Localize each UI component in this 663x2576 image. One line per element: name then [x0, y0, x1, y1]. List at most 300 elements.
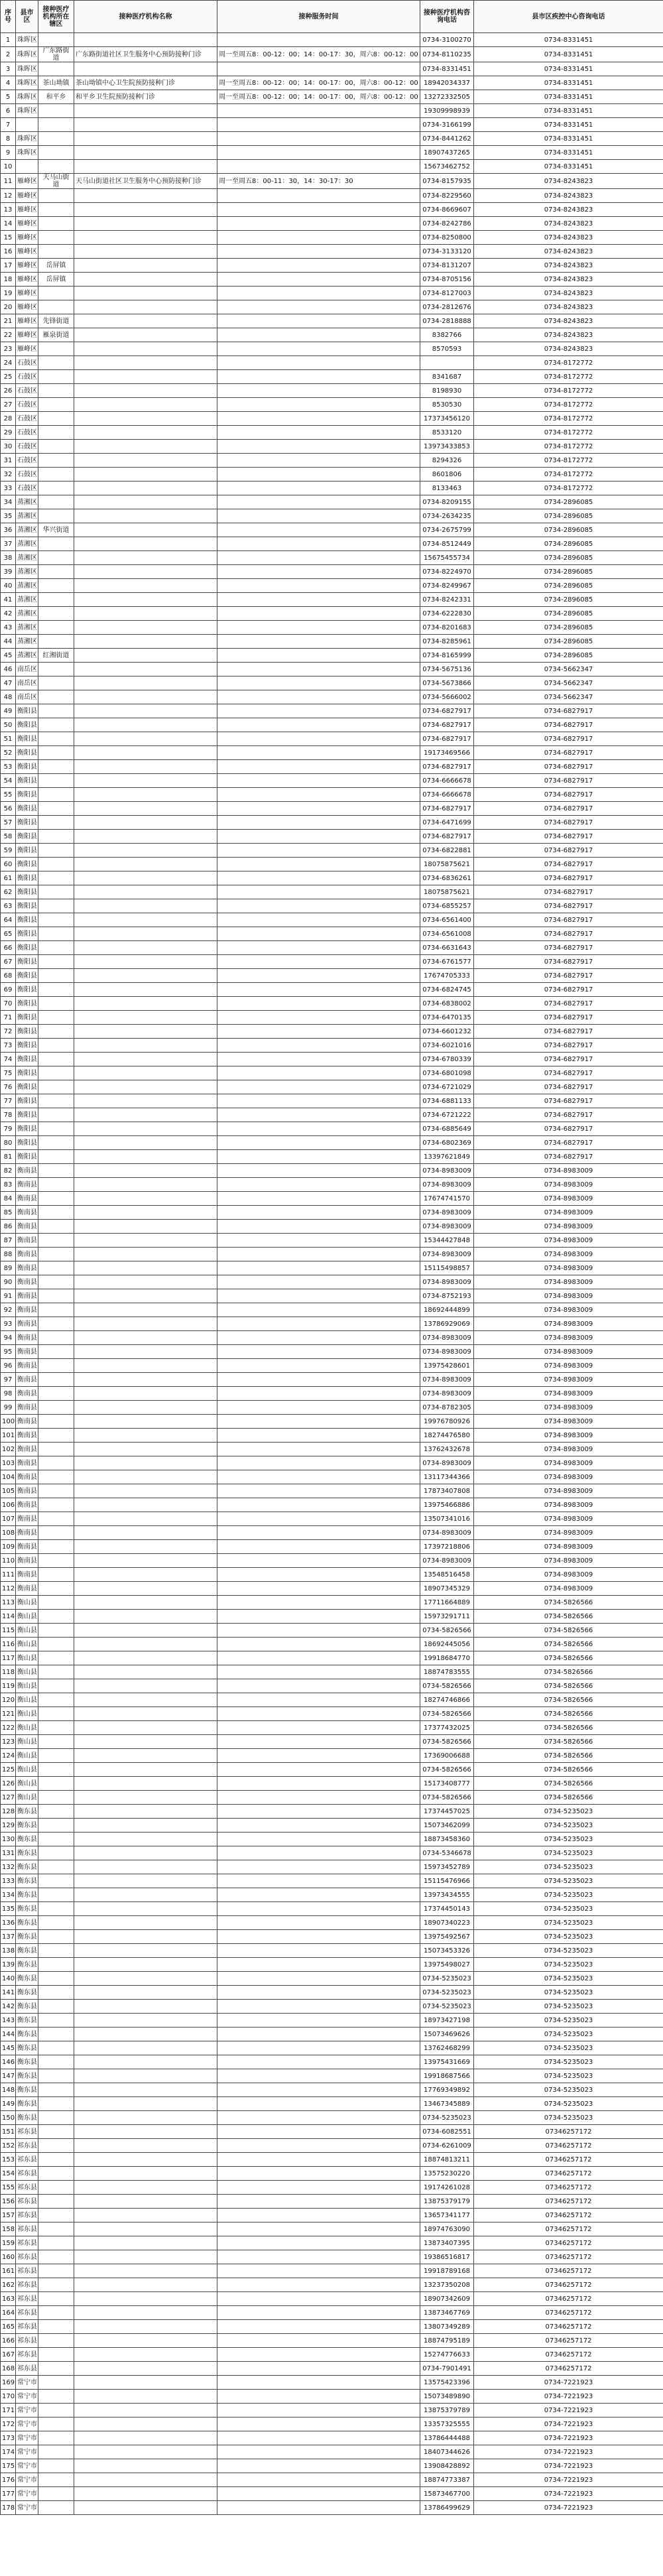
row-service-hours	[217, 858, 420, 871]
row-clinic-name	[74, 2055, 217, 2069]
row-index: 115	[1, 1624, 16, 1638]
row-district: 常宁市	[16, 2501, 38, 2515]
row-clinic-name	[74, 1610, 217, 1624]
row-district: 祁东县	[16, 2167, 38, 2181]
row-district: 衡山县	[16, 1638, 38, 1651]
row-clinic-phone: 18874783555	[420, 1665, 474, 1679]
row-district: 祁东县	[16, 2195, 38, 2209]
row-clinic-phone: 0734-6222830	[420, 607, 474, 621]
row-cdc-phone: 0734-8243823	[474, 342, 663, 356]
row-index: 100	[1, 1415, 16, 1429]
row-clinic-phone: 0734-6721029	[420, 1080, 474, 1094]
row-district: 祁东县	[16, 2181, 38, 2195]
row-district: 衡东县	[16, 2028, 38, 2041]
row-service-hours	[217, 1958, 420, 1972]
row-town	[38, 1638, 74, 1651]
row-district: 衡阳县	[16, 941, 38, 955]
row-town	[38, 440, 74, 454]
row-town	[38, 2055, 74, 2069]
row-clinic-phone: 0734-8705156	[420, 273, 474, 287]
row-service-hours	[217, 1178, 420, 1192]
row-service-hours	[217, 468, 420, 482]
row-district: 珠晖区	[16, 90, 38, 104]
row-service-hours	[217, 1665, 420, 1679]
row-district: 南岳区	[16, 663, 38, 676]
row-cdc-phone: 0734-8243823	[474, 328, 663, 342]
row-town	[38, 1833, 74, 1846]
row-district: 衡阳县	[16, 1039, 38, 1053]
row-service-hours	[217, 440, 420, 454]
row-service-hours	[217, 690, 420, 704]
row-index: 43	[1, 621, 16, 635]
row-district: 衡山县	[16, 1721, 38, 1735]
row-cdc-phone: 0734-8172772	[474, 482, 663, 495]
row-service-hours	[217, 2222, 420, 2236]
row-clinic-phone: 19309998939	[420, 104, 474, 118]
row-clinic-name	[74, 440, 217, 454]
table-row	[1, 2028, 663, 2041]
row-town	[38, 1651, 74, 1665]
row-cdc-phone: 0734-6827917	[474, 969, 663, 983]
row-clinic-name	[74, 2014, 217, 2028]
row-town	[38, 2320, 74, 2334]
row-clinic-phone: 17674741570	[420, 1192, 474, 1206]
row-clinic-phone: 17374457025	[420, 1805, 474, 1819]
row-service-hours	[217, 1094, 420, 1108]
row-service-hours	[217, 2139, 420, 2153]
row-index: 85	[1, 1206, 16, 1220]
row-district: 雁峰区	[16, 273, 38, 287]
row-service-hours	[217, 1679, 420, 1693]
row-district: 蒸湘区	[16, 537, 38, 551]
table-row	[1, 2501, 663, 2515]
row-index: 15	[1, 231, 16, 245]
header-index: 序号	[1, 1, 16, 33]
row-index: 101	[1, 1429, 16, 1443]
row-service-hours	[217, 1206, 420, 1220]
row-index: 49	[1, 704, 16, 718]
row-district: 衡阳县	[16, 1025, 38, 1039]
row-town	[38, 245, 74, 259]
table-row	[1, 676, 663, 690]
table-row	[1, 1345, 663, 1359]
table-row	[1, 1456, 663, 1470]
row-district: 衡南县	[16, 1261, 38, 1275]
row-town	[38, 2250, 74, 2264]
row-index: 7	[1, 118, 16, 132]
row-service-hours	[217, 2069, 420, 2083]
row-service-hours	[217, 1039, 420, 1053]
row-cdc-phone: 07346257172	[474, 2125, 663, 2139]
row-clinic-phone: 0734-8242331	[420, 593, 474, 607]
row-clinic-name	[74, 1456, 217, 1470]
row-index: 1	[1, 33, 16, 47]
row-clinic-phone: 0734-5826566	[420, 1735, 474, 1749]
row-town	[38, 1846, 74, 1860]
row-index: 34	[1, 495, 16, 509]
table-row	[1, 1373, 663, 1387]
row-index: 32	[1, 468, 16, 482]
table-row	[1, 2445, 663, 2459]
table-row	[1, 1053, 663, 1066]
row-cdc-phone: 0734-6827917	[474, 1039, 663, 1053]
row-clinic-name	[74, 1972, 217, 1986]
row-clinic-name	[74, 1693, 217, 1707]
row-town	[38, 160, 74, 174]
row-district: 衡山县	[16, 1679, 38, 1693]
row-town: 华兴街道	[38, 523, 74, 537]
row-town	[38, 2041, 74, 2055]
table-row	[1, 1638, 663, 1651]
row-clinic-phone: 0734-6601232	[420, 1025, 474, 1039]
row-district: 衡山县	[16, 1777, 38, 1791]
row-town	[38, 788, 74, 802]
row-clinic-name	[74, 1958, 217, 1972]
row-town	[38, 2167, 74, 2181]
row-clinic-name	[74, 1359, 217, 1373]
row-district: 衡山县	[16, 1735, 38, 1749]
table-row	[1, 663, 663, 676]
row-clinic-phone: 17374450143	[420, 1902, 474, 1916]
row-clinic-name	[74, 2195, 217, 2209]
row-clinic-phone: 0734-6780339	[420, 1053, 474, 1066]
row-index: 23	[1, 342, 16, 356]
row-district: 石鼓区	[16, 440, 38, 454]
row-clinic-name	[74, 2292, 217, 2306]
row-service-hours	[217, 885, 420, 899]
row-clinic-phone: 18692444899	[420, 1303, 474, 1317]
row-clinic-name	[74, 830, 217, 844]
row-clinic-phone: 13975492567	[420, 1930, 474, 1944]
row-clinic-phone: 0734-8249967	[420, 579, 474, 593]
row-service-hours	[217, 2167, 420, 2181]
row-index: 163	[1, 2292, 16, 2306]
row-service-hours	[217, 927, 420, 941]
table-row	[1, 2278, 663, 2292]
row-clinic-phone: 0734-8983009	[420, 1345, 474, 1359]
row-index: 125	[1, 1763, 16, 1777]
row-cdc-phone: 0734-5235023	[474, 1902, 663, 1916]
row-cdc-phone: 0734-8983009	[474, 1192, 663, 1206]
row-service-hours	[217, 1401, 420, 1415]
table-row	[1, 440, 663, 454]
row-cdc-phone: 0734-8983009	[474, 1415, 663, 1429]
row-index: 144	[1, 2028, 16, 2041]
row-cdc-phone: 0734-6827917	[474, 885, 663, 899]
table-row	[1, 1568, 663, 1582]
row-cdc-phone: 0734-5826566	[474, 1679, 663, 1693]
row-district: 珠晖区	[16, 47, 38, 62]
row-clinic-name	[74, 844, 217, 858]
row-clinic-phone: 0734-3166199	[420, 118, 474, 132]
row-clinic-name	[74, 384, 217, 398]
row-district: 衡南县	[16, 1540, 38, 1554]
row-town	[38, 2000, 74, 2014]
row-cdc-phone: 0734-8331451	[474, 118, 663, 132]
row-town	[38, 2473, 74, 2487]
row-index: 152	[1, 2139, 16, 2153]
table-row	[1, 1846, 663, 1860]
row-index: 91	[1, 1289, 16, 1303]
row-town	[38, 454, 74, 468]
table-row	[1, 245, 663, 259]
row-index: 12	[1, 189, 16, 203]
row-clinic-name	[74, 314, 217, 328]
row-index: 77	[1, 1094, 16, 1108]
row-index: 105	[1, 1484, 16, 1498]
row-clinic-phone: 0734-2634235	[420, 509, 474, 523]
row-district: 祁东县	[16, 2334, 38, 2348]
row-clinic-phone: 17711664889	[420, 1596, 474, 1610]
row-clinic-name	[74, 412, 217, 426]
row-index: 160	[1, 2250, 16, 2264]
table-row	[1, 941, 663, 955]
row-cdc-phone: 0734-5826566	[474, 1610, 663, 1624]
row-district: 衡阳县	[16, 997, 38, 1011]
row-town	[38, 2028, 74, 2041]
row-town	[38, 1902, 74, 1916]
row-town	[38, 2083, 74, 2097]
row-index: 37	[1, 537, 16, 551]
row-clinic-name	[74, 1749, 217, 1763]
row-district: 石鼓区	[16, 412, 38, 426]
row-service-hours	[217, 2348, 420, 2362]
row-cdc-phone: 07346257172	[474, 2264, 663, 2278]
row-clinic-name	[74, 1554, 217, 1568]
row-district: 衡东县	[16, 1944, 38, 1958]
row-index: 68	[1, 969, 16, 983]
table-row	[1, 174, 663, 189]
row-cdc-phone: 0734-2896085	[474, 635, 663, 649]
row-district: 衡阳县	[16, 718, 38, 732]
row-district: 衡南县	[16, 1387, 38, 1401]
table-row	[1, 983, 663, 997]
row-service-hours	[217, 1819, 420, 1833]
row-district: 衡东县	[16, 1888, 38, 1902]
table-row	[1, 1289, 663, 1303]
table-row	[1, 2306, 663, 2320]
table-row	[1, 1958, 663, 1972]
row-service-hours	[217, 62, 420, 76]
row-index: 67	[1, 955, 16, 969]
row-town	[38, 2376, 74, 2390]
table-row	[1, 2404, 663, 2417]
row-town	[38, 1624, 74, 1638]
row-service-hours	[217, 2000, 420, 2014]
row-service-hours	[217, 118, 420, 132]
row-service-hours	[217, 1888, 420, 1902]
row-clinic-phone: 18974763090	[420, 2222, 474, 2236]
row-cdc-phone: 0734-8983009	[474, 1540, 663, 1554]
table-row	[1, 1930, 663, 1944]
table-row	[1, 1484, 663, 1498]
row-clinic-phone: 0734-5346678	[420, 1846, 474, 1860]
table-row	[1, 1122, 663, 1136]
row-cdc-phone: 0734-8983009	[474, 1206, 663, 1220]
row-index: 157	[1, 2209, 16, 2222]
row-town	[38, 2153, 74, 2167]
row-cdc-phone: 0734-6827917	[474, 1150, 663, 1164]
row-service-hours	[217, 1763, 420, 1777]
row-service-hours	[217, 830, 420, 844]
row-index: 131	[1, 1846, 16, 1860]
row-clinic-name: 茶山坳镇中心卫生院预防接种门诊	[74, 76, 217, 90]
row-clinic-name	[74, 1234, 217, 1248]
row-town	[38, 676, 74, 690]
row-service-hours	[217, 2417, 420, 2431]
row-town	[38, 1958, 74, 1972]
row-cdc-phone: 0734-5235023	[474, 1874, 663, 1888]
row-cdc-phone: 0734-8983009	[474, 1456, 663, 1470]
table-row	[1, 1763, 663, 1777]
row-cdc-phone: 0734-5235023	[474, 1888, 663, 1902]
row-service-hours: 周一至周五8：00-12：00；14：00-17：00，周六8：00-12：00	[217, 76, 420, 90]
row-clinic-name	[74, 983, 217, 997]
row-cdc-phone: 0734-6827917	[474, 997, 663, 1011]
row-clinic-name	[74, 2097, 217, 2111]
row-town	[38, 2111, 74, 2125]
row-clinic-phone: 13975431669	[420, 2055, 474, 2069]
row-district: 雁峰区	[16, 231, 38, 245]
row-service-hours	[217, 203, 420, 217]
row-clinic-name	[74, 593, 217, 607]
row-town	[38, 663, 74, 676]
row-town	[38, 1582, 74, 1596]
row-service-hours	[217, 2041, 420, 2055]
row-index: 21	[1, 314, 16, 328]
row-district: 衡东县	[16, 1902, 38, 1916]
row-cdc-phone: 0734-5235023	[474, 1860, 663, 1874]
table-row	[1, 858, 663, 871]
row-cdc-phone: 0734-8983009	[474, 1303, 663, 1317]
row-cdc-phone: 0734-5235023	[474, 2083, 663, 2097]
row-cdc-phone: 0734-2896085	[474, 551, 663, 565]
row-cdc-phone: 0734-5235023	[474, 1986, 663, 2000]
row-service-hours	[217, 1916, 420, 1930]
row-cdc-phone: 0734-6827917	[474, 1011, 663, 1025]
row-service-hours	[217, 1651, 420, 1665]
row-cdc-phone: 0734-5235023	[474, 2097, 663, 2111]
row-service-hours	[217, 1596, 420, 1610]
row-cdc-phone: 0734-8331451	[474, 90, 663, 104]
row-clinic-name	[74, 2250, 217, 2264]
row-clinic-phone: 0734-6801098	[420, 1066, 474, 1080]
row-clinic-name	[74, 2264, 217, 2278]
row-cdc-phone: 07346257172	[474, 2195, 663, 2209]
table-row	[1, 1540, 663, 1554]
row-index: 57	[1, 816, 16, 830]
row-town	[38, 1888, 74, 1902]
row-clinic-phone: 0734-6824745	[420, 983, 474, 997]
row-clinic-name	[74, 203, 217, 217]
table-row	[1, 1888, 663, 1902]
row-district: 蒸湘区	[16, 621, 38, 635]
row-clinic-phone: 0734-6561400	[420, 913, 474, 927]
header-clinic-phone: 接种医疗机构咨询电话	[420, 1, 474, 33]
row-town	[38, 509, 74, 523]
row-town	[38, 718, 74, 732]
table-row	[1, 2264, 663, 2278]
row-district: 祁东县	[16, 2348, 38, 2362]
row-index: 142	[1, 2000, 16, 2014]
row-clinic-name	[74, 342, 217, 356]
row-district: 衡南县	[16, 1317, 38, 1331]
row-clinic-name	[74, 2153, 217, 2167]
row-service-hours	[217, 217, 420, 231]
row-cdc-phone: 0734-5662347	[474, 663, 663, 676]
row-index: 103	[1, 1456, 16, 1470]
row-clinic-phone: 0734-8983009	[420, 1554, 474, 1568]
row-cdc-phone: 0734-8243823	[474, 189, 663, 203]
row-clinic-name	[74, 2417, 217, 2431]
table-row	[1, 1220, 663, 1234]
row-district: 衡东县	[16, 1846, 38, 1860]
table-row	[1, 1039, 663, 1053]
row-town: 雁泉街道	[38, 328, 74, 342]
row-cdc-phone: 0734-8243823	[474, 273, 663, 287]
row-town	[38, 1345, 74, 1359]
row-clinic-name: 天马山街道社区卫生服务中心预防接种门诊	[74, 174, 217, 189]
row-index: 51	[1, 732, 16, 746]
row-cdc-phone: 0734-8243823	[474, 203, 663, 217]
row-index: 79	[1, 1122, 16, 1136]
row-clinic-name	[74, 676, 217, 690]
row-town	[38, 1080, 74, 1094]
row-service-hours	[217, 1234, 420, 1248]
row-index: 95	[1, 1345, 16, 1359]
table-row	[1, 1679, 663, 1693]
row-cdc-phone: 07346257172	[474, 2320, 663, 2334]
row-clinic-phone: 8533120	[420, 426, 474, 440]
row-district: 衡阳县	[16, 1066, 38, 1080]
row-town	[38, 1248, 74, 1261]
row-clinic-phone: 0734-2675799	[420, 523, 474, 537]
table-row	[1, 2167, 663, 2181]
table-row	[1, 231, 663, 245]
row-town	[38, 1317, 74, 1331]
row-cdc-phone: 0734-7221923	[474, 2445, 663, 2459]
row-town	[38, 398, 74, 412]
row-district: 珠晖区	[16, 104, 38, 118]
row-town	[38, 621, 74, 635]
row-clinic-name	[74, 1721, 217, 1735]
row-cdc-phone: 0734-6827917	[474, 1136, 663, 1150]
row-district: 珠晖区	[16, 62, 38, 76]
row-service-hours	[217, 1777, 420, 1791]
table-row	[1, 1665, 663, 1679]
row-service-hours	[217, 551, 420, 565]
row-town	[38, 2404, 74, 2417]
table-row	[1, 47, 663, 62]
row-town: 天马山街道	[38, 174, 74, 189]
row-town	[38, 1874, 74, 1888]
row-index: 146	[1, 2055, 16, 2069]
row-district: 衡南县	[16, 1248, 38, 1261]
row-clinic-phone: 0734-2812676	[420, 300, 474, 314]
row-cdc-phone: 0734-8983009	[474, 1164, 663, 1178]
row-district: 衡阳县	[16, 983, 38, 997]
row-service-hours	[217, 871, 420, 885]
row-town	[38, 300, 74, 314]
table-row	[1, 2111, 663, 2125]
row-index: 30	[1, 440, 16, 454]
table-row	[1, 2153, 663, 2167]
row-clinic-phone: 0734-6721222	[420, 1108, 474, 1122]
table-row	[1, 203, 663, 217]
row-cdc-phone: 0734-6827917	[474, 704, 663, 718]
row-service-hours	[217, 1387, 420, 1401]
row-clinic-name	[74, 146, 217, 160]
